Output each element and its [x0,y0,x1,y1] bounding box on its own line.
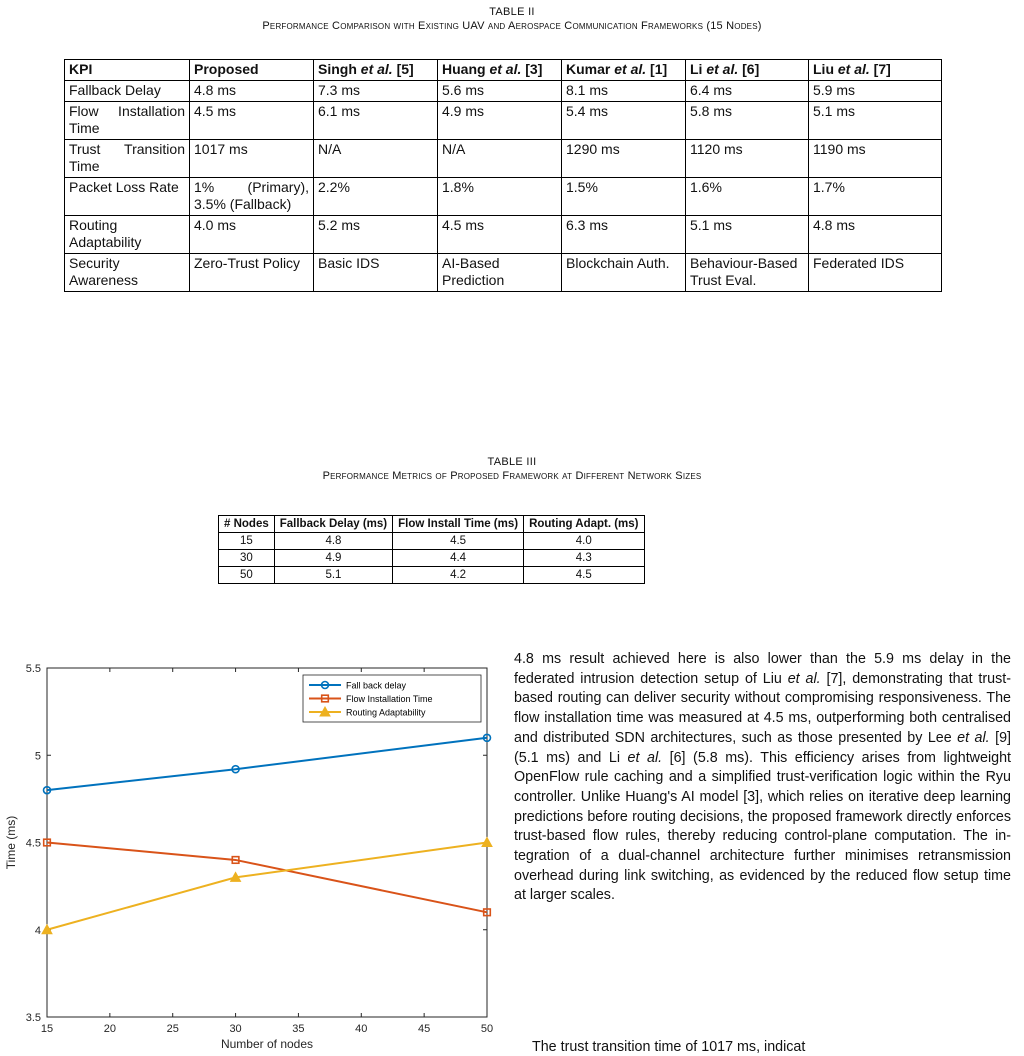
table2-label: TABLE II [489,6,535,18]
table-cell: 4.0 [524,533,644,550]
table3-label: TABLE III [487,456,537,468]
table-cell: 4.4 [393,550,524,567]
network-size-table-row [219,533,645,550]
table-cell: 5.6 ms [438,81,562,102]
comparison-table-row [65,178,942,216]
table3-caption [0,456,1024,483]
x-tick-label: 35 [292,1023,305,1035]
table-cell: 4.9 ms [438,102,562,140]
table-cell: N/A [438,140,562,178]
network-size-table-row [219,550,645,567]
table-cell: 5.8 ms [686,102,809,140]
table-cell: N/A [314,140,438,178]
header-routing-adapt: Routing Adapt. (ms) [524,516,644,533]
header-huang: Huang et al. [3] [438,60,562,81]
header-nodes: # Nodes [219,516,275,533]
kpi-name-cell: Trust Transition Time [65,140,190,178]
network-size-table [218,515,645,584]
network-size-table-header-row [219,516,645,533]
comparison-table-row [65,102,942,140]
table-cell: 6.4 ms [686,81,809,102]
table-cell: 50 [219,567,275,584]
table-cell: 1.7% [809,178,942,216]
x-tick-label: 30 [229,1023,242,1035]
table-cell: 4.5 [524,567,644,584]
kpi-name-cell: Security Awareness [65,254,190,292]
table-cell: 2.2% [314,178,438,216]
table-cell: 4.8 ms [190,81,314,102]
table-cell: 4.8 [274,533,392,550]
comparison-table-row [65,254,942,292]
table-cell: Basic IDS [314,254,438,292]
next-paragraph-start: The trust transition time of 1017 ms, indicat [532,1039,806,1055]
comparison-table [64,59,942,292]
table-cell: 1290 ms [562,140,686,178]
table-cell: 5.4 ms [562,102,686,140]
comparison-table-header-row [65,60,942,81]
table-cell: 4.5 ms [190,102,314,140]
table2-title: Performance Comparison with Existing UAV and Aerospace Communication Frameworks (15 Nodes) [262,20,762,32]
network-size-table-row [219,567,645,584]
x-tick-label: 45 [418,1023,431,1035]
time-vs-nodes-chart [0,652,500,1052]
legend-label-1: Fall back delay [346,680,407,691]
y-tick-label: 5.5 [25,663,41,675]
table-cell: 5.2 ms [314,216,438,254]
table-cell: 1% (Primary), 3.5% (Fallback) [190,178,314,216]
table-cell: 7.3 ms [314,81,438,102]
y-tick-label: 5 [34,750,41,763]
table-cell: 1190 ms [809,140,942,178]
table-cell: 8.1 ms [562,81,686,102]
header-flow-install: Flow Install Time (ms) [393,516,524,533]
y-tick-label: 4.5 [25,837,41,850]
table-cell: Behaviour-Based Trust Eval. [686,254,809,292]
comparison-table-row [65,81,942,102]
table-cell: 30 [219,550,275,567]
table-cell: 5.9 ms [809,81,942,102]
table-cell: 4.3 [524,550,644,567]
table-cell: 4.8 ms [809,216,942,254]
comparison-table-row [65,140,942,178]
x-tick-label: 20 [103,1023,116,1035]
legend-label-3: Routing Adaptability [346,707,426,718]
header-proposed: Proposed [190,60,314,81]
table-cell: 1120 ms [686,140,809,178]
table-cell: 4.9 [274,550,392,567]
table-cell: 1.6% [686,178,809,216]
table-cell: 1.8% [438,178,562,216]
comparison-table-row [65,216,942,254]
header-singh: Singh et al. [5] [314,60,438,81]
table-cell: AI-Based Prediction [438,254,562,292]
x-tick-label: 50 [480,1023,494,1035]
header-kpi: KPI [65,60,190,81]
x-tick-label: 15 [40,1023,54,1035]
kpi-name-cell: Packet Loss Rate [65,178,190,216]
table-cell: Zero-Trust Policy [190,254,314,292]
table-cell: 4.5 ms [438,216,562,254]
table-cell: 4.0 ms [190,216,314,254]
legend-label-2: Flow Installation Time [346,694,433,704]
kpi-name-cell: Routing Adaptability [65,216,190,254]
y-axis-label: Time (ms) [4,815,18,870]
table-cell: 5.1 ms [686,216,809,254]
table-cell: Federated IDS [809,254,942,292]
header-liu: Liu et al. [7] [809,60,942,81]
table-cell: Blockchain Auth. [562,254,686,292]
header-fallback-delay: Fallback Delay (ms) [274,516,392,533]
table-cell: 6.1 ms [314,102,438,140]
header-kumar: Kumar et al. [1] [562,60,686,81]
table-cell: 5.1 ms [809,102,942,140]
header-li: Li et al. [6] [686,60,809,81]
table-cell: 1.5% [562,178,686,216]
x-tick-label: 25 [166,1023,179,1035]
table2-caption [0,6,1024,33]
x-axis-label: Number of nodes [220,1037,314,1051]
kpi-name-cell: Fallback Delay [65,81,190,102]
body-paragraph: 4.8 ms result achieved here is also lower than the 5.9 ms delay in the federated intrusion detection setup of Liu et al. [7], demonstrating that trust-based routing can deliver security without compromising responsiveness. The flow installation time was measured at 4.5 ms, outperforming both centralised and distributed SDN architectures, such as those presented by Lee et al. [9] (5.1 ms) and Li et al. [6] (5.8 ms). This efficiency arises from lightweight OpenFlow rule caching and a simplified trust-verification logic within the Ryu controller. Unlike Huang's AI model [3], which relies on iterative deep learning predictions before routing decisions, the proposed framework directly enforces trust-based flow rules, thereby reducing control-plane computation. The integration of a dual-channel architecture further minimises retransmission overhead during link switching, as evidenced by the reduced flow setup time at larger scales. [514,651,1012,904]
kpi-name-cell: Flow Installation Time [65,102,190,140]
table-cell: 6.3 ms [562,216,686,254]
table-cell: 4.5 [393,533,524,550]
y-tick-label: 4 [34,924,41,937]
table3-title: Performance Metrics of Proposed Framework at Different Network Sizes [322,470,702,482]
table-cell: 1017 ms [190,140,314,178]
x-tick-label: 40 [355,1023,368,1035]
table-cell: 4.2 [393,567,524,584]
table-cell: 15 [219,533,275,550]
table-cell: 5.1 [274,567,392,584]
y-tick-label: 3.5 [25,1012,41,1024]
